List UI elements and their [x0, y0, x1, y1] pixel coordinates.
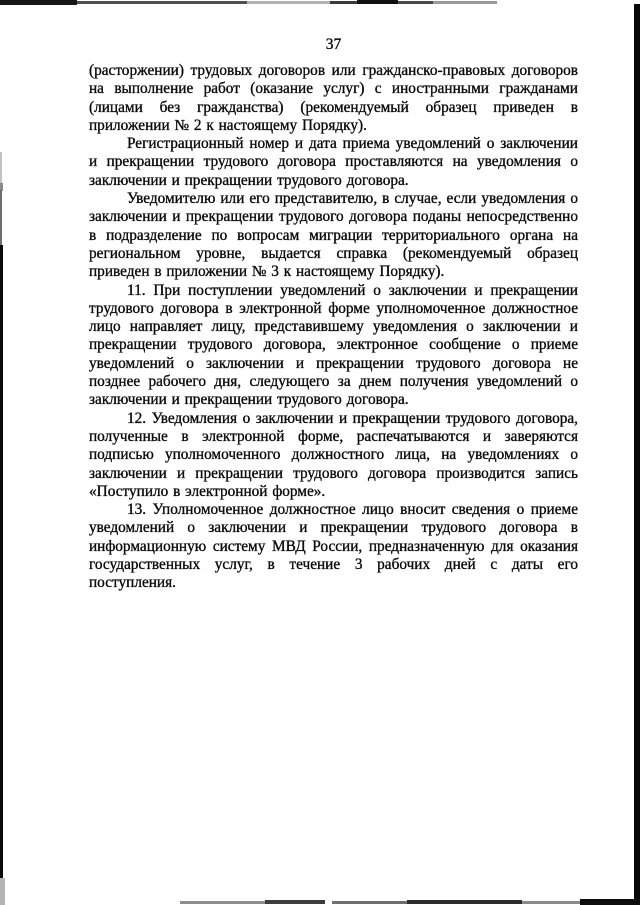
scan-artifact-left-edge: [0, 183, 3, 191]
scan-artifact-top-edge: [330, 1, 357, 4]
paragraph: Уведомителю или его представителю, в случае, если уведомления о заключении и прекращении трудового договора поданы непосредственно в подразделение по вопросам миграции территориального органа на региональном уровне, выдается справка (рекомендуемый образец приведен в приложении № 3 к настоящему Порядку).: [89, 190, 578, 281]
paragraph: 11. При поступлении уведомлений о заключении и прекращении трудового договора в электронной форме уполномоченное должностное лицо направляет лицу, представившему уведомления о заключении и прекращении трудового договора, электронное сообщение о приеме уведомлений о заключении и прекращении трудового договора не позднее рабочего дня, следующего за днем получения уведомлений о заключении и прекращении трудового договора.: [89, 281, 578, 409]
paragraph: Регистрационный номер и дата приема уведомлений о заключении и прекращении трудового договора проставляются на уведомления о заключении и прекращении трудового договора.: [89, 135, 578, 189]
scan-artifact-bottom-edge: [180, 901, 265, 904]
scan-artifact-bottom-edge: [332, 901, 407, 904]
scan-artifact-right-edge: [634, 4, 640, 905]
scan-artifact-top-edge: [247, 1, 330, 4]
scan-artifact-top-edge: [0, 0, 77, 5]
scan-artifact-left-edge: [0, 152, 2, 190]
scan-artifact-bottom-edge: [522, 901, 580, 904]
scan-artifact-bottom-edge: [407, 900, 522, 904]
scan-artifact-top-edge: [357, 0, 398, 4]
scan-artifact-top-edge: [77, 1, 247, 4]
scan-artifact-left-edge: [0, 190, 2, 245]
scan-artifact-top-edge: [433, 1, 497, 4]
scan-artifact-top-edge: [398, 1, 433, 4]
paragraph: (расторжении) трудовых договоров или гражданско-правовых договоров на выполнение работ (оказание услуг) с иностранными гражданами (лицами без гражданства) (рекомендуемый образец приведен в приложении № 2 к настоящему Порядку).: [89, 62, 578, 134]
paragraph: 13. Уполномоченное должностное лицо вносит сведения о приеме уведомлений о заключении и прекращении трудового договора в информационную систему МВД России, предназначенную для оказания государственных услуг, в течение 3 рабочих дней с даты его поступления.: [89, 501, 578, 592]
document-body: [89, 37, 578, 593]
scan-artifact-bottom-edge: [580, 899, 640, 905]
scan-artifact-left-edge: [0, 245, 3, 878]
page-number: 37: [325, 36, 342, 53]
scan-artifact-left-edge: [0, 878, 5, 905]
paragraph: 12. Уведомления о заключении и прекращении трудового договора, полученные в электронной форме, распечатываются и заверяются подписью уполномоченного должностного лица, на уведомлениях о заключении и прекращении трудового договора производится запись «Поступило в электронной форме».: [89, 409, 578, 500]
scan-artifact-bottom-edge: [265, 900, 325, 904]
